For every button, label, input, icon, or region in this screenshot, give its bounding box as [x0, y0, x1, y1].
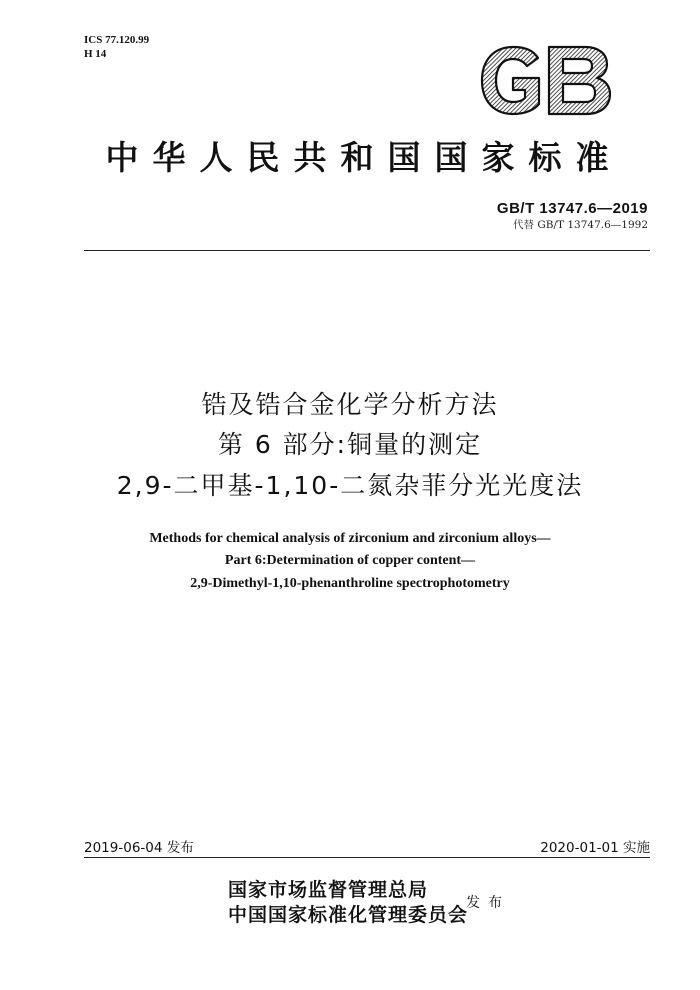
- english-title-line-1: Methods for chemical analysis of zirconium and zirconium alloys—: [149, 531, 551, 546]
- issue-date: 2019-06-04 发布: [84, 840, 194, 856]
- top-divider: [84, 250, 650, 251]
- classification-codes: [84, 33, 149, 61]
- bottom-divider: [84, 857, 650, 858]
- chinese-title-line-1: 锆及锆合金化学分析方法: [201, 390, 499, 419]
- chinese-title-line-2: 第 6 部分:铜量的测定: [217, 430, 483, 459]
- chinese-title-line-3: 2,9-二甲基-1,10-二氮杂菲分光光度法: [116, 471, 584, 500]
- implementation-date: 2020-01-01 实施: [540, 840, 650, 856]
- gb-logo: [477, 44, 613, 117]
- ics-code: ICS 77.120.99: [84, 34, 150, 46]
- ccs-code: H 14: [84, 48, 107, 60]
- issuer-org-sac: 中国国家标准化管理委员会: [228, 904, 469, 926]
- issuer-names: [228, 878, 468, 928]
- replaces-standard: 代替 GB/T 13747.6—1992: [513, 219, 648, 231]
- issuer-org-samr: 国家市场监督管理总局: [228, 879, 429, 901]
- national-standard-title: 中华人民共和国国家标准: [105, 138, 623, 177]
- issue-action: 发布: [466, 895, 510, 911]
- english-title-line-2: Part 6:Determination of copper content—: [224, 553, 476, 568]
- english-title-line-3: 2,9-Dimethyl-1,10-phenanthroline spectrophotometry: [190, 576, 510, 591]
- standard-number: GB/T 13747.6—2019: [496, 200, 648, 217]
